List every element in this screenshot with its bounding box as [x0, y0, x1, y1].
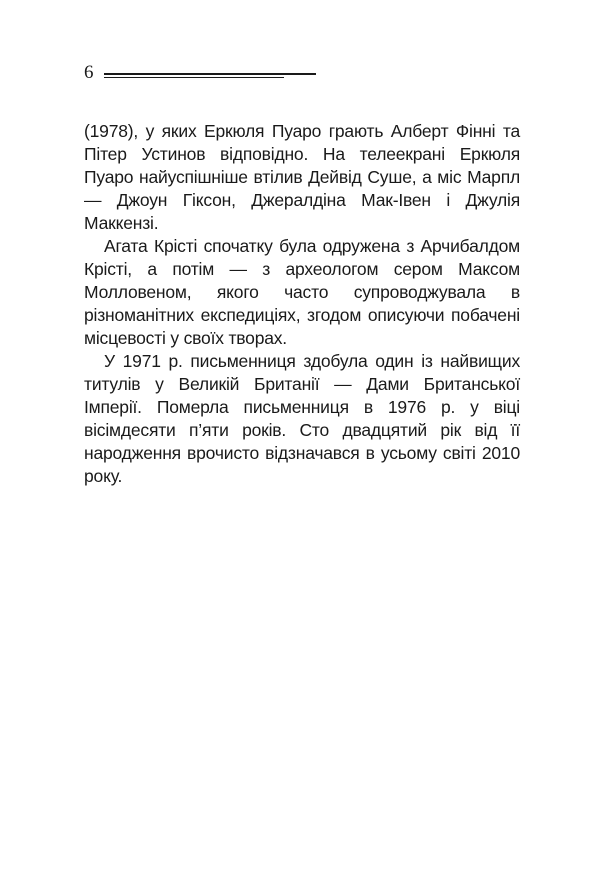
header-rule-thin — [104, 77, 284, 78]
header-rule — [104, 73, 316, 75]
paragraph: Агата Крісті спочатку була одружена з Арчибалдом Крісті, а потім — з археологом сером Максом Молловеном, якого часто супроводжувала в різноманітних експедиціях, згодом описуючи побачені місцевості у своїх творах. — [84, 236, 520, 348]
paragraph: У 1971 р. письменниця здобула один із найвищих титулів у Великій Британії — Дами Британської Імперії. Померла письменниця в 1976 р. у віці вісімдесяти п’яти років. Сто двадцятий рік від її народження врочисто відзначався в усьому світі 2010 року. — [84, 351, 520, 486]
body-text — [84, 120, 520, 488]
paragraph: (1978), у яких Еркюля Пуаро грають Алберт Фінні та Пітер Устинов відповідно. На телеекрані Еркюля Пуаро найуспішніше втілив Дейвід Суше, а міс Марпл — Джоун Гіксон, Джералдіна Мак-Івен і Джулія Маккензі. — [84, 121, 520, 233]
page-number: 6 — [84, 62, 94, 83]
